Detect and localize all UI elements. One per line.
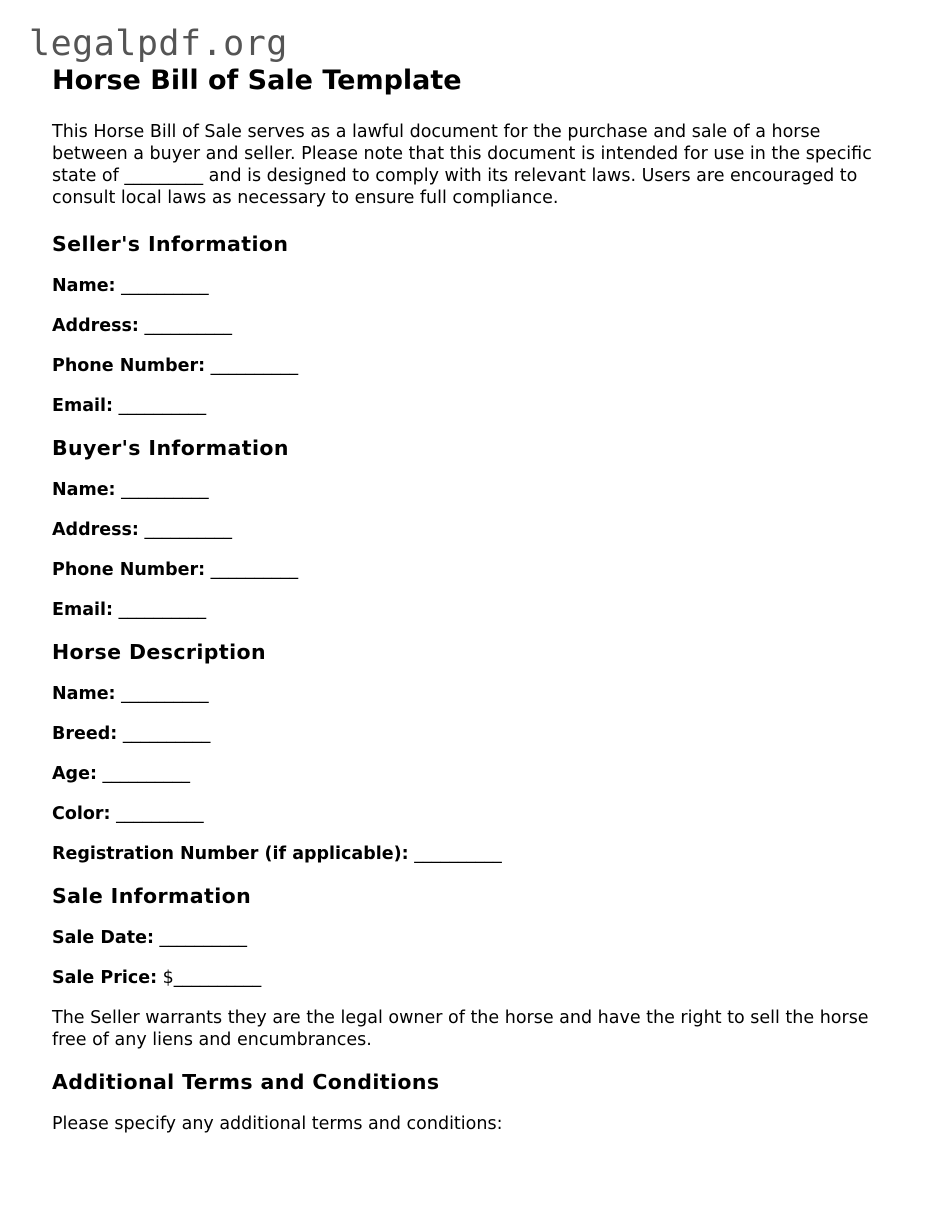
watermark-logo: legalpdf.org (29, 24, 288, 64)
field-blank: __________ (414, 844, 502, 864)
field-label: Address: (52, 520, 139, 540)
buyer-phone-field (52, 559, 892, 581)
field-label: Phone Number: (52, 356, 206, 376)
field-blank: __________ (118, 396, 207, 416)
horse-registration-field (52, 843, 892, 865)
field-label: Color: (52, 804, 111, 824)
field-blank: __________ (121, 276, 209, 296)
field-label: Phone Number: (52, 560, 206, 580)
field-label: Sale Date: (52, 928, 154, 948)
field-blank: __________ (121, 480, 209, 500)
buyer-email-field (52, 599, 892, 621)
field-label: Registration Number (if applicable): (52, 844, 409, 864)
field-label: Name: (52, 276, 116, 296)
field-blank: __________ (102, 764, 191, 784)
field-label: Name: (52, 480, 116, 500)
terms-instruction: Please specify any additional terms and conditions: (52, 1114, 503, 1134)
sale-section-heading: Sale Information (52, 884, 252, 908)
sale-date-field (52, 927, 892, 949)
field-blank: __________ (122, 724, 211, 744)
seller-warranty-paragraph: The Seller warrants they are the legal owner of the horse and have the right to sell the horse free of any liens and encumbrances. (52, 1008, 869, 1050)
field-label: Address: (52, 316, 139, 336)
field-label: Sale Price: (52, 968, 158, 988)
field-label: Breed: (52, 724, 118, 744)
terms-section-heading: Additional Terms and Conditions (52, 1070, 440, 1094)
sale-price-field (52, 967, 892, 989)
field-blank: __________ (144, 316, 233, 336)
field-blank: __________ (121, 684, 209, 704)
horse-color-field (52, 803, 892, 825)
horse-breed-field (52, 723, 892, 745)
field-blank: __________ (210, 356, 299, 376)
field-label: Email: (52, 396, 113, 416)
field-label: Name: (52, 684, 116, 704)
horse-age-field (52, 763, 892, 785)
field-blank: __________ (116, 804, 204, 824)
intro-paragraph: This Horse Bill of Sale serves as a lawful document for the purchase and sale of a horse between a buyer and seller. Please note that this document is intended for use in the specific state of _________ and is designed to comply with its relevant laws. Users are encouraged to consult local laws as necessary to ensure full compliance. (52, 122, 872, 208)
field-blank: __________ (210, 560, 299, 580)
field-blank: __________ (144, 520, 233, 540)
field-label: Age: (52, 764, 97, 784)
document-page (52, 64, 892, 1135)
document-title: Horse Bill of Sale Template (52, 65, 462, 96)
horse-name-field (52, 683, 892, 705)
field-blank: __________ (159, 928, 248, 948)
seller-phone-field (52, 355, 892, 377)
buyer-section-heading: Buyer's Information (52, 436, 289, 460)
seller-section-heading: Seller's Information (52, 232, 289, 256)
seller-name-field (52, 275, 892, 297)
buyer-name-field (52, 479, 892, 501)
buyer-address-field (52, 519, 892, 541)
field-blank: $__________ (162, 968, 262, 988)
seller-address-field (52, 315, 892, 337)
field-blank: __________ (118, 600, 207, 620)
horse-section-heading: Horse Description (52, 640, 266, 664)
field-label: Email: (52, 600, 113, 620)
seller-email-field (52, 395, 892, 417)
